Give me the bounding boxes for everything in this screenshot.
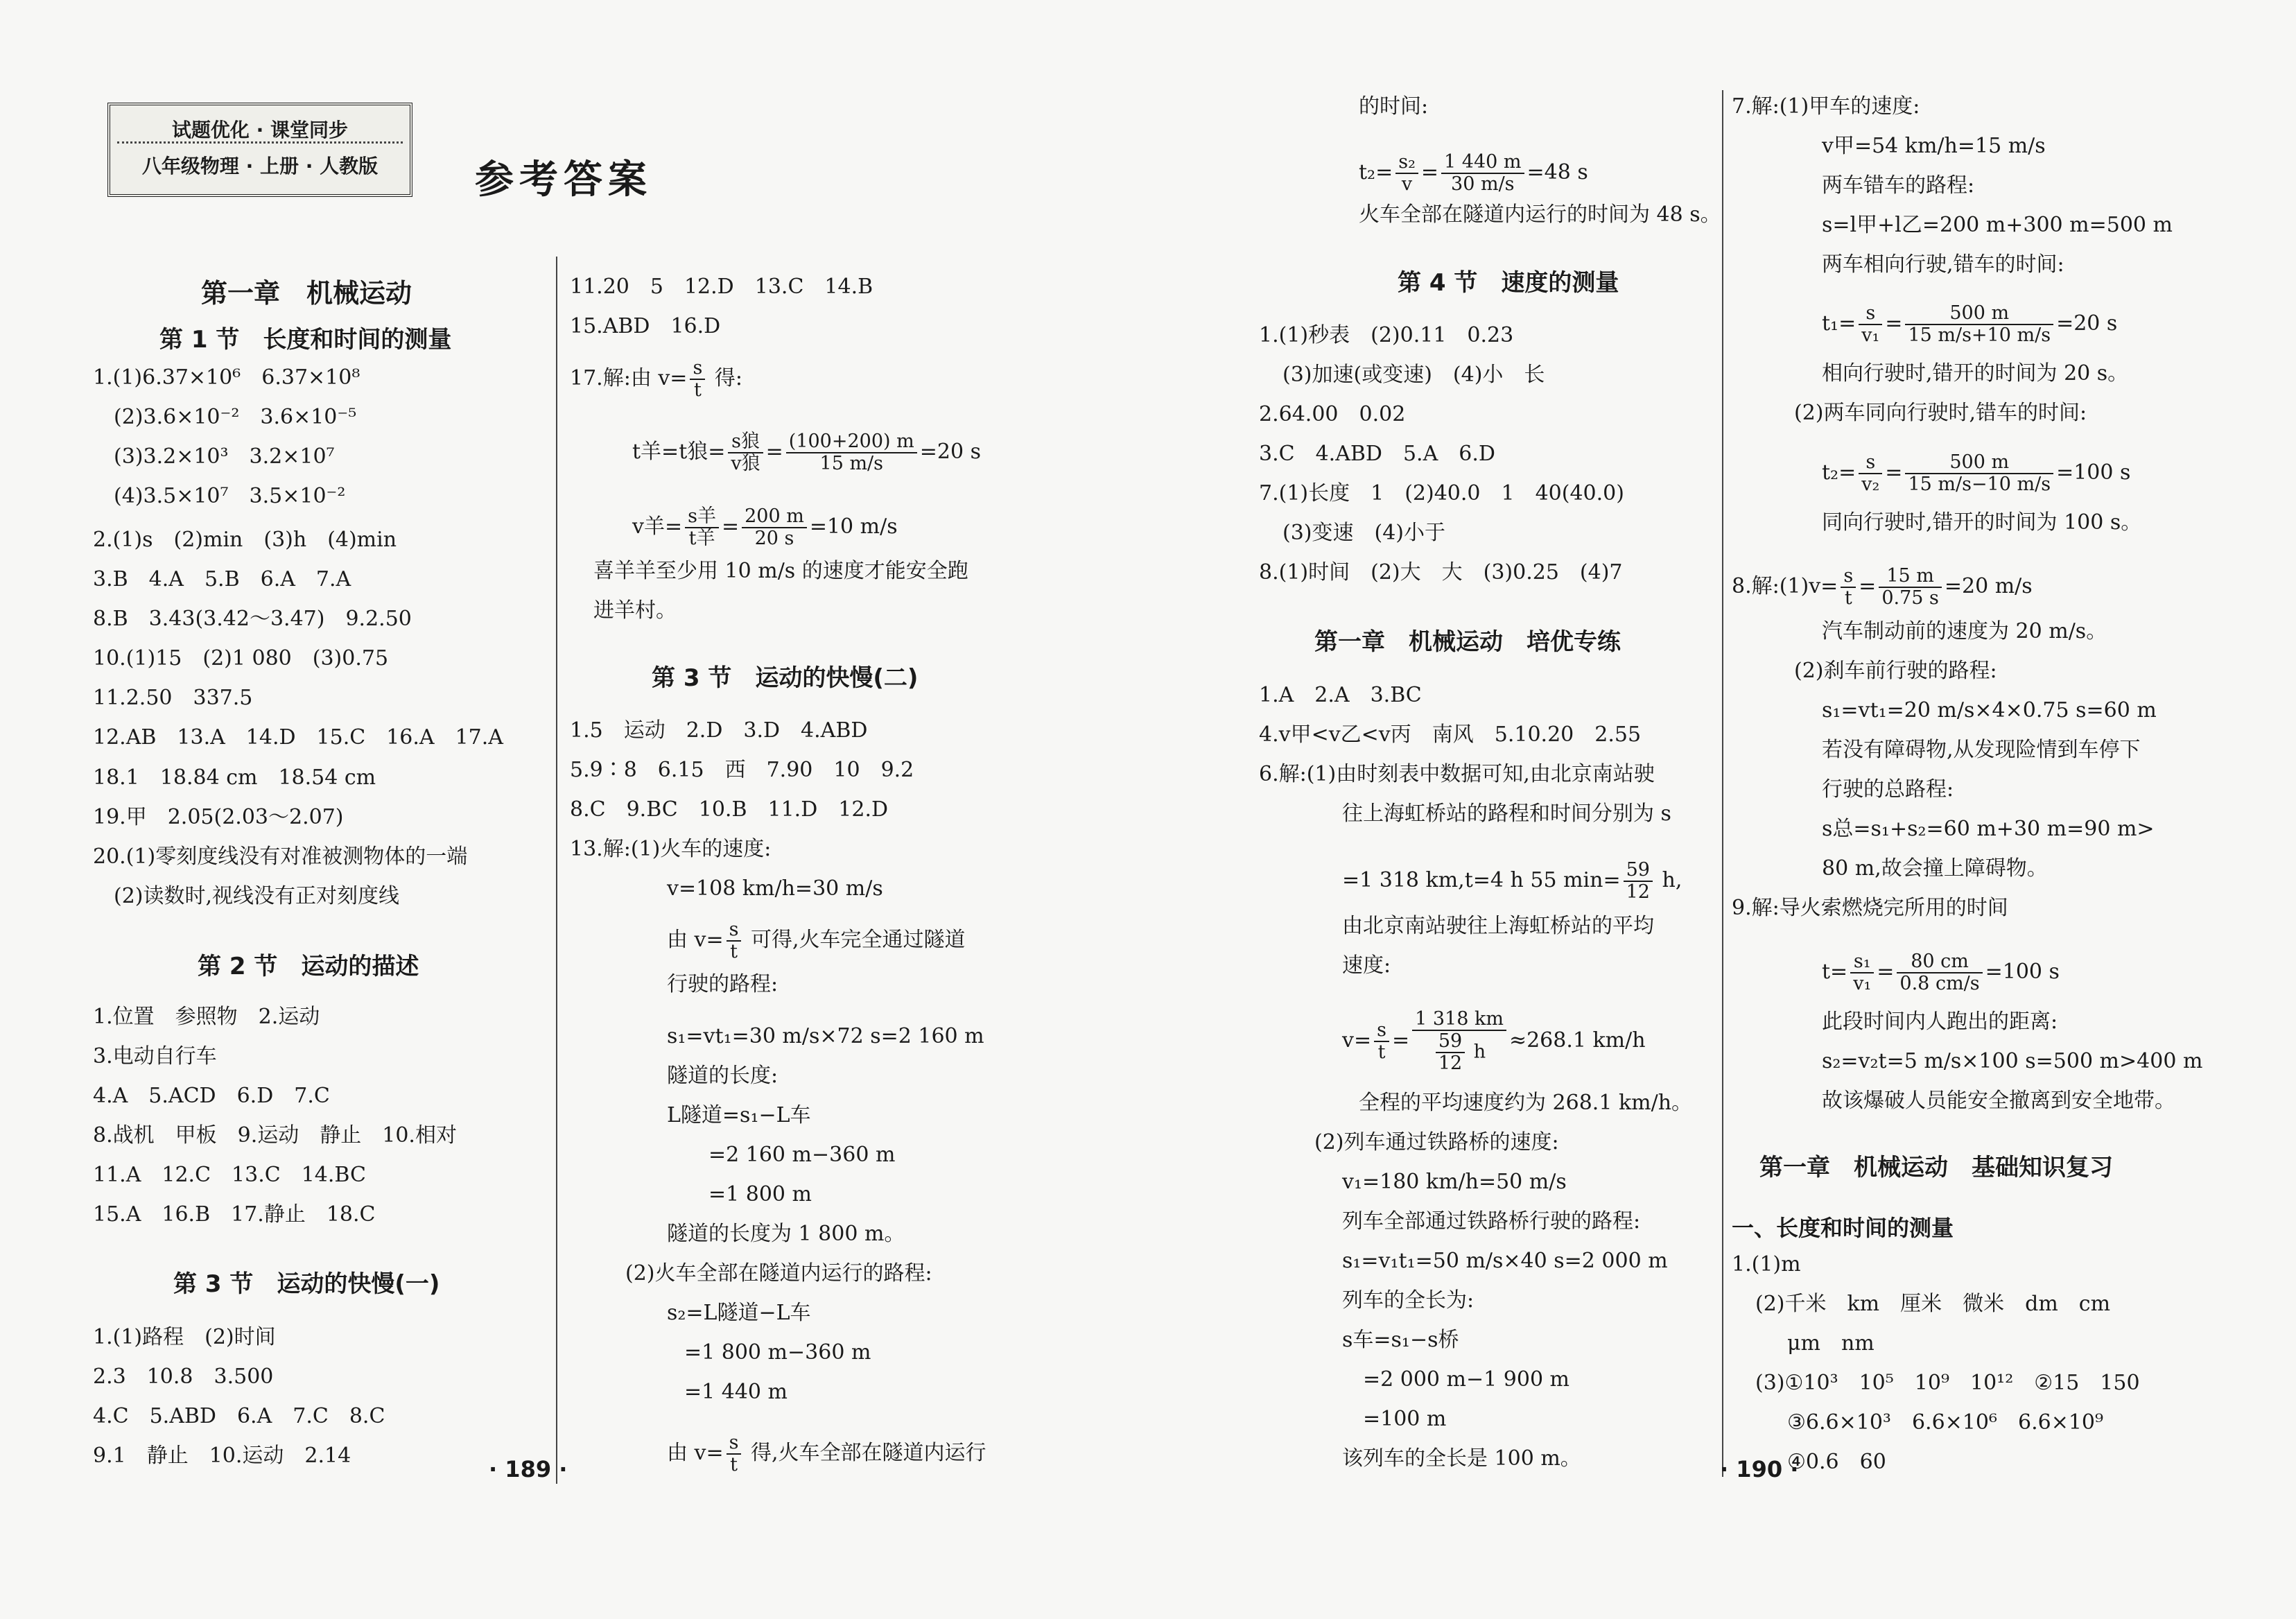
answer-line: 8.(1)时间 (2)大 大 (3)0.25 (4)7 [1259,560,1623,585]
answer-line: 由北京南站驶往上海虹桥站的平均 [1342,914,1654,938]
answer-line: (3)3.2×10³ 3.2×10⁷ [114,444,335,469]
numerator: s₂ [1395,152,1418,174]
answer-line: (2)读数时,视线没有正对刻度线 [114,884,400,908]
badge-line1: 试题优化 · 课堂同步 [171,119,349,141]
denominator: v₁ [1853,973,1872,994]
denominator: 15 m/s [819,453,884,474]
text: t₂= [1822,460,1856,485]
answer-line: 2.(1)s (2)min (3)h (4)min [93,528,397,552]
answer-line: 同向行驶时,错开的时间为 100 s。 [1822,510,2142,535]
text: t= [1822,960,1848,984]
section-heading: 第一章 机械运动 基础知识复习 [1759,1154,2113,1181]
answer-line: (3)加速(或变速) (4)小 长 [1282,363,1545,387]
answer-line: 进羊村。 [593,598,677,623]
answer-line: (3)①10³ 10⁵ 10⁹ 10¹² ②15 150 [1755,1371,2140,1395]
answer-line: 1.(1)路程 (2)时间 [93,1325,276,1349]
fraction [1395,152,1418,195]
text: t₁= [1822,311,1856,336]
fraction [1859,452,1882,495]
text: =1 318 km,t=4 h 55 min= [1342,868,1621,892]
denominator: t [693,379,702,401]
section-heading: 第 3 节 运动的快慢(二) [652,664,919,692]
numerator: s [1374,1020,1389,1042]
answer-line: 1.(1)6.37×10⁶ 6.37×10⁸ [93,365,360,390]
answer-line: 行驶的路程: [667,972,779,996]
equation: t₂= $\frac{s}{\text{v₂}}$ = $\frac{500 m}{15 m/s-10 m/s}$ =100 s [1822,451,2131,495]
answer-line: 3.B 4.A 5.B 6.A 7.A [93,567,351,591]
answer-line: 1.(1)m [1732,1252,1801,1276]
text: 由 v= [667,1441,724,1465]
text: v= [1342,1028,1372,1053]
fraction [1841,566,1856,609]
answer-line: s₂=v₂t=5 m/s×100 s=500 m>400 m [1822,1049,2203,1073]
fraction [1412,1009,1506,1074]
answer-line: s车=s₁−s桥 [1342,1328,1459,1352]
section-heading: 第 4 节 速度的测量 [1398,269,1619,297]
answer-line [570,358,742,401]
text: v羊= [632,514,683,539]
equation: t= $\frac{\text{s₁}}{\text{v₁}}$ = $\frac{80 cm}{0.8 cm/s}$ =100 s [1822,951,2060,994]
subsection-heading: 一、长度和时间的测量 [1732,1215,1954,1241]
answer-line: 火车全部在隧道内运行的时间为 48 s。 [1359,202,1721,227]
numerator: s狼 [728,431,763,453]
fraction [727,919,742,962]
answer-line [1342,860,1682,903]
fraction [690,358,705,401]
answer-line: 列车的全长为: [1342,1288,1475,1313]
answer-line: s总=s₁+s₂=60 m+30 m=90 m> [1822,817,2155,841]
fraction [742,506,807,549]
denominator: 0.75 s [1881,587,1939,609]
answer-line: 隧道的长度为 1 800 m。 [667,1222,905,1246]
page-title: 参考答案 [475,157,652,202]
answer-line: 4.v甲<v乙<v丙 南风 5.10.20 2.55 [1259,722,1642,747]
equation: v羊= $\frac{\text{s羊}}{\text{t羊}}$ = $\frac{200 m}{20 s}$ =10 m/s [632,505,898,549]
page-number: · 189 · [489,1456,568,1482]
text: 8.解:(1)v= [1732,574,1838,598]
text: =100 s [2056,460,2131,485]
answer-line: ③6.6×10³ 6.6×10⁶ 6.6×10⁹ [1787,1410,2104,1435]
text: 可得,火车完全通过隧道 [744,928,966,952]
denominator: v₁ [1861,324,1880,346]
text: =20 m/s [1944,574,2033,598]
text: =48 s [1527,160,1588,184]
answer-line: 的时间: [1359,94,1429,119]
page-number: · 190 · [1720,1456,1799,1482]
answer-line: L隧道=s₁−L车 [667,1103,811,1127]
answer-line: =1 800 m−360 m [684,1340,871,1365]
answer-line: 往上海虹桥站的路程和时间分别为 s [1342,802,1671,826]
equation: t₂= $\frac{\text{s₂}}{v}$ = $\frac{1 440 m}{30 m/s}$ =48 s [1359,151,1588,195]
denominator: t [730,941,738,962]
text: t₂= [1359,160,1393,184]
answer-line: 列车全部通过铁路桥行驶的路程: [1342,1209,1641,1233]
text: 得,火车全部在隧道内运行 [744,1441,986,1465]
denominator: t [1844,587,1852,609]
equation: t羊=t狼= $\frac{\text{s狼}}{\text{v狼}}$ = $\frac{(100+200) m}{15 m/s}$ =20 s [632,431,981,474]
answer-line: 9.1 静止 10.运动 2.14 [93,1444,351,1468]
numerator: 200 m [742,506,807,528]
section-heading: 第一章 机械运动 培优专练 [1314,628,1621,656]
denominator: 15 m/s−10 m/s [1908,474,2051,495]
numerator: 1 318 km [1412,1009,1506,1031]
answer-line: 两车错车的路程: [1822,173,1975,198]
denominator: v₂ [1861,474,1880,495]
denominator: 12 [1438,1053,1463,1074]
fraction [786,431,917,474]
answer-line: s₁=vt₁=30 m/s×72 s=2 160 m [667,1024,984,1048]
equation: 8.解:(1)v= $\frac{s}{t}$ = $\frac{15 m}{0.75 s}$ =20 m/s [1732,565,2033,609]
series-badge [107,103,412,197]
numerator: 500 m [1905,452,2053,474]
section-heading: 第 2 节 运动的描述 [198,953,419,980]
answer-line: 13.解:(1)火车的速度: [570,837,772,861]
answer-line: 20.(1)零刻度线没有对准被测物体的一端 [93,845,468,869]
denominator: t [1377,1041,1386,1063]
answer-line: 12.AB 13.A 14.D 15.C 16.A 17.A [93,725,503,750]
fraction [1624,860,1653,903]
answer-line: (2)两车同向行驶时,错车的时间: [1794,401,2087,425]
denominator [1412,1031,1506,1074]
fraction [1441,152,1524,195]
text: 得: [708,366,742,390]
answer-line: 2.64.00 0.02 [1259,402,1406,426]
answer-line: =1 800 m [708,1182,812,1206]
denominator: v狼 [731,453,760,474]
answer-line: 2.3 10.8 3.500 [93,1365,274,1389]
answer-line: 11.2.50 337.5 [93,686,253,710]
answer-line: 7.解:(1)甲车的速度: [1732,94,1920,119]
equation: t₁= $\frac{s}{\text{v₁}}$ = $\frac{500 m}{15 m/s+10 m/s}$ =20 s [1822,302,2118,346]
answer-line: (2)火车全部在隧道内运行的路程: [625,1261,932,1285]
answer-line: s₁=v₁t₁=50 m/s×40 s=2 000 m [1342,1249,1668,1273]
fraction [685,506,719,549]
numerator: 15 m [1879,566,1942,588]
text: =20 s [919,440,981,464]
denominator: t [730,1454,738,1475]
answer-line: 1.A 2.A 3.BC [1259,683,1422,707]
answer-line: 6.解:(1)由时刻表中数据可知,由北京南站驶 [1259,762,1655,786]
answer-line: 4.C 5.ABD 6.A 7.C 8.C [93,1404,385,1428]
fraction [1879,566,1942,609]
answer-line: 10.(1)15 (2)1 080 (3)0.75 [93,646,389,670]
denominator: 30 m/s [1451,173,1515,195]
answer-line: 3.电动自行车 [93,1044,217,1068]
numerator: 59 [1436,1031,1465,1053]
denominator: 20 s [754,528,794,549]
badge-line2: 八年级物理 · 上册 · 人教版 [141,155,379,178]
column-divider [1722,90,1723,1477]
answer-line: (3)变速 (4)小于 [1282,521,1445,545]
unit: h [1468,1041,1486,1063]
answer-line: 速度: [1342,953,1391,978]
numerator: s [690,358,705,380]
answer-line: =1 440 m [684,1380,788,1404]
answer-line: 喜羊羊至少用 10 m/s 的速度才能安全跑 [593,559,968,583]
nested-fraction [1436,1031,1465,1074]
answer-line: 8.战机 甲板 9.运动 静止 10.相对 [93,1123,457,1148]
equation: v= $\frac{s}{t}$ = 1 318 km $\frac{59}{12}$ h ≈268.1 km/h [1342,1008,1646,1074]
answer-line: 隧道的长度: [667,1064,779,1088]
answer-line: =2 160 m−360 m [708,1143,896,1167]
answer-line: (2)列车通过铁路桥的速度: [1314,1130,1559,1154]
numerator: 500 m [1905,303,2053,325]
numerator: 1 440 m [1441,152,1524,174]
answer-line: (2)千米 km 厘米 微米 dm cm [1755,1292,2111,1316]
answer-line: 7.(1)长度 1 (2)40.0 1 40(40.0) [1259,481,1624,505]
denominator: t羊 [688,528,715,549]
answer-line: (2)刹车前行驶的路程: [1794,659,1997,683]
text: ≈268.1 km/h [1508,1028,1646,1053]
text: =100 s [1985,960,2060,984]
numerator: s羊 [685,506,719,528]
numerator: 80 cm [1897,951,1982,973]
answer-line: 相向行驶时,错开的时间为 20 s。 [1822,361,2129,386]
answer-line: 11.20 5 12.D 13.C 14.B [570,275,873,299]
section-heading: 第 1 节 长度和时间的测量 [159,326,452,354]
denominator: v [1401,173,1413,195]
numerator: s [1841,566,1856,588]
numerator: (100+200) m [786,431,917,453]
answer-line: 1.5 运动 2.D 3.D 4.ABD [570,718,868,743]
answer-line: v₁=180 km/h=50 m/s [1342,1170,1567,1194]
answer-line: 3.C 4.ABD 5.A 6.D [1259,442,1495,466]
answer-line: v甲=54 km/h=15 m/s [1822,134,2046,158]
fraction [1897,951,1982,994]
answer-line: 15.A 16.B 17.静止 18.C [93,1202,376,1227]
page-190 [1148,0,2296,1619]
answer-line: 9.解:导火索燃烧完所用的时间 [1732,896,2008,920]
numerator: s [727,1432,742,1455]
fraction [1905,303,2053,346]
numerator: s [1859,303,1882,325]
numerator: s [727,919,742,942]
answer-line: 11.A 12.C 13.C 14.BC [93,1163,366,1187]
numerator: s [1859,452,1882,474]
answer-line: μm nm [1787,1331,1875,1356]
answer-line: s=l甲+l乙=200 m+300 m=500 m [1822,213,2173,237]
answer-line: 汽车制动前的速度为 20 m/s。 [1822,619,2107,643]
answer-line: 1.位置 参照物 2.运动 [93,1005,320,1029]
column-divider [556,257,557,1484]
answer-line: 15.ABD 16.D [570,314,721,338]
answer-line: 故该爆破人员能安全撤离到安全地带。 [1822,1089,2175,1113]
answer-line: ④0.6 60 [1787,1450,1886,1474]
answer-line [667,1432,986,1475]
answer-line: 19.甲 2.05(2.03～2.07) [93,805,344,829]
fraction [1374,1020,1389,1063]
numerator: 59 [1624,860,1653,882]
answer-line: 8.B 3.43(3.42～3.47) 9.2.50 [93,607,412,631]
answer-line: 若没有障碍物,从发现险情到车停下 [1822,738,2141,762]
fraction [1850,951,1874,994]
answer-line: 4.A 5.ACD 6.D 7.C [93,1084,330,1108]
answer-line: s₁=vt₁=20 m/s×4×0.75 s=60 m [1822,698,2157,722]
fraction [1859,303,1882,346]
answer-line [667,919,966,962]
text: h, [1655,868,1682,892]
text: 17.解:由 v= [570,366,688,390]
text: =10 m/s [809,514,898,539]
text: t羊=t狼= [632,440,726,464]
answer-line: (2)3.6×10⁻² 3.6×10⁻⁵ [114,405,357,429]
answer-line: 全程的平均速度约为 268.1 km/h。 [1359,1091,1693,1115]
answer-line: 两车相向行驶,错车的时间: [1822,252,2064,277]
denominator: 12 [1626,881,1650,903]
numerator: s₁ [1850,951,1874,973]
answer-line: 1.(1)秒表 (2)0.11 0.23 [1259,323,1514,347]
answer-line: 行驶的总路程: [1822,777,1954,802]
answer-line: 该列车的全长是 100 m。 [1342,1446,1581,1471]
section-heading: 第 3 节 运动的快慢(一) [173,1270,440,1298]
answer-line: 此段时间内人跑出的距离: [1822,1010,2058,1034]
chapter-heading: 第一章 机械运动 [201,278,412,309]
badge-divider [117,141,403,144]
answer-line: 8.C 9.BC 10.B 11.D 12.D [570,797,889,822]
fraction [1905,452,2053,495]
fraction [727,1432,742,1475]
denominator: 0.8 cm/s [1899,973,1980,994]
answer-line: 5.9∶8 6.15 西 7.90 10 9.2 [570,758,914,782]
fraction [728,431,763,474]
text: 由 v= [667,928,724,952]
answer-line: =100 m [1363,1407,1447,1431]
answer-line: (4)3.5×10⁷ 3.5×10⁻² [114,484,346,508]
answer-line: v=108 km/h=30 m/s [667,876,883,901]
answer-line: s₂=L隧道−L车 [667,1301,811,1325]
denominator: 15 m/s+10 m/s [1908,324,2051,346]
answer-line: 80 m,故会撞上障碍物。 [1822,856,2048,881]
text: =20 s [2056,311,2118,336]
answer-line: 18.1 18.84 cm 18.54 cm [93,765,376,790]
answer-line: =2 000 m−1 900 m [1363,1367,1570,1392]
